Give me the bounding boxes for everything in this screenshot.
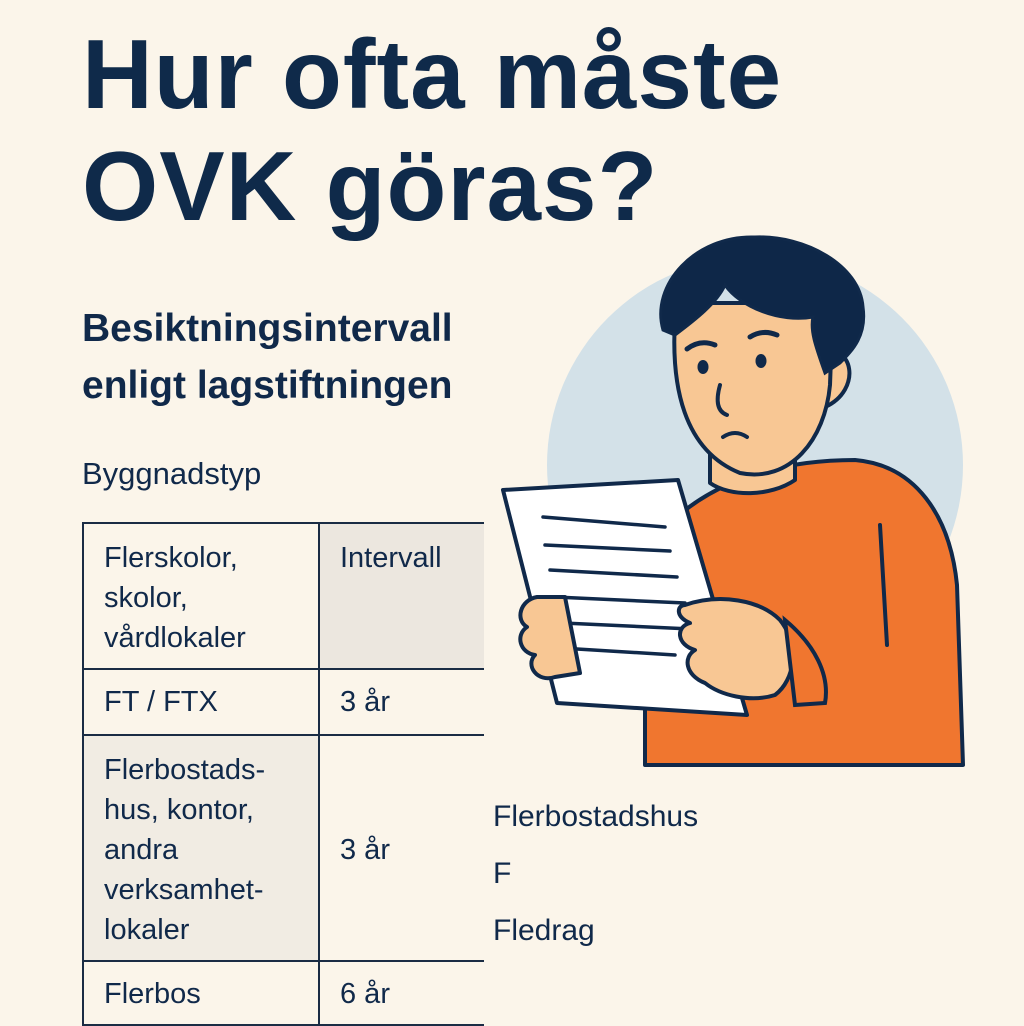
interval-cell: 3 år xyxy=(319,669,484,735)
table-row xyxy=(83,735,484,961)
subtitle-line-1: Besiktningsintervall xyxy=(82,307,453,350)
building-type-label: Byggnadstyp xyxy=(82,456,262,491)
cell-line: lokaler xyxy=(104,914,190,946)
cell-line: vårdlokaler xyxy=(104,622,246,654)
right-eye xyxy=(756,354,767,368)
cell-line: hus, kontor, xyxy=(104,794,254,826)
cell-line: andra xyxy=(104,834,179,866)
building-type-cell xyxy=(83,735,319,961)
table-header-row xyxy=(83,523,484,669)
cell-line: Flerskolor, xyxy=(104,542,238,574)
subtitle xyxy=(82,300,453,414)
left-eye xyxy=(698,360,709,374)
cell-line: Flerbostads- xyxy=(104,754,266,786)
page-title xyxy=(82,18,782,242)
header-interval-cell: Intervall xyxy=(319,523,484,669)
building-type-cell: FT / FTX xyxy=(83,669,319,735)
title-line-1: Hur ofta måste xyxy=(82,19,783,129)
cell-line: verksamhet- xyxy=(104,874,264,906)
building-type-cell: Flerbos xyxy=(83,961,319,1025)
interval-cell: 6 år xyxy=(319,961,484,1025)
side-list-item: Flerbostadshus xyxy=(493,800,699,833)
header-building-type-cell xyxy=(83,523,319,669)
side-list xyxy=(493,800,698,971)
side-list-item: F xyxy=(493,857,512,890)
side-list-item: Fledrag xyxy=(493,914,595,947)
cell-line: skolor, xyxy=(104,582,188,614)
title-line-2: OVK göras? xyxy=(82,131,659,241)
ovk-interval-table xyxy=(82,522,484,1026)
table-row xyxy=(83,961,484,1025)
subtitle-line-2: enligt lagstiftningen xyxy=(82,364,453,407)
interval-cell: 3 år xyxy=(319,735,484,961)
person-reading-document-icon xyxy=(495,225,1015,770)
table-row xyxy=(83,669,484,735)
